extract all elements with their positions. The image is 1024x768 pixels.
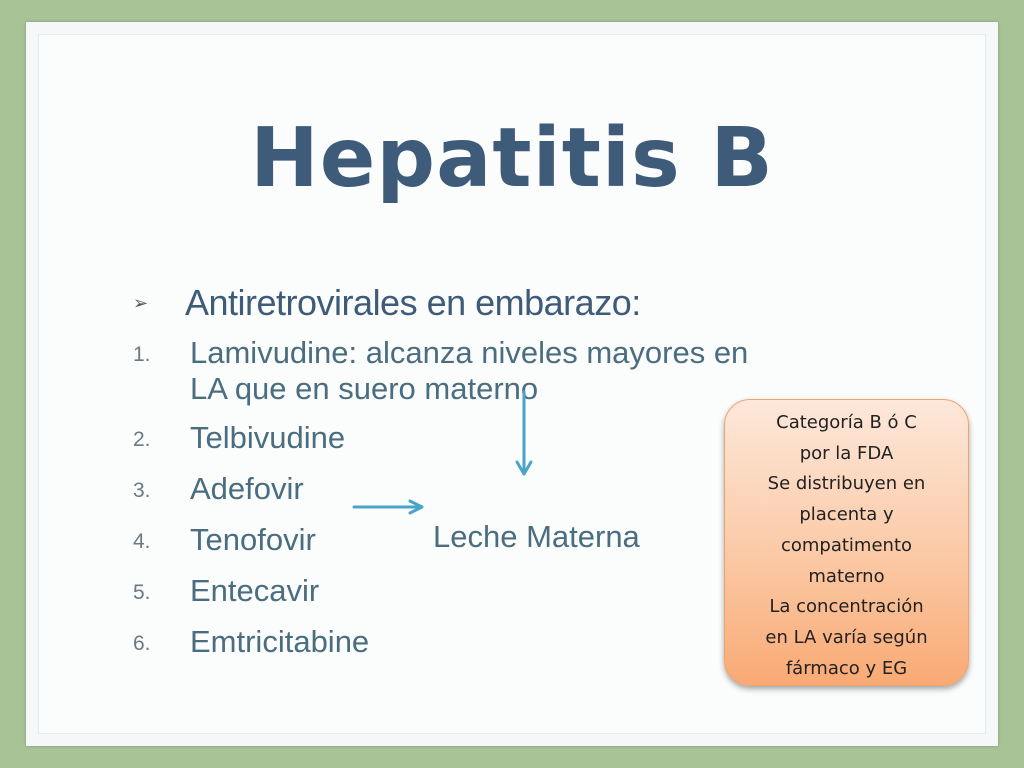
list-number: 3. — [133, 479, 151, 502]
list-number: 6. — [133, 632, 151, 655]
down-arrow-icon — [517, 392, 531, 474]
list-number: 4. — [133, 530, 151, 553]
callout-line: en LA varía según — [765, 626, 928, 648]
callout-line: La concentración — [769, 596, 924, 618]
list-item-text: Entecavir — [190, 573, 320, 608]
callout-line: por la FDA — [799, 442, 894, 464]
callout-line: fármaco y EG — [785, 657, 908, 679]
list-item-line: LA que en suero materno — [190, 371, 539, 406]
subheading-text: Antiretrovirales en embarazo: — [185, 282, 641, 323]
list-item-line: Lamivudine: alcanza niveles mayores en — [190, 335, 749, 370]
callout-line: Categoría B ó C — [776, 412, 917, 433]
list-number: 1. — [133, 343, 151, 366]
callout-line: compatimento — [780, 534, 913, 556]
callout-line: Se distribuyen en — [767, 473, 926, 495]
slide-title: Hepatitis B — [250, 111, 774, 206]
list-number: 5. — [133, 581, 151, 604]
arrowhead-bullet-icon: ➢ — [133, 292, 148, 313]
right-arrow-icon — [354, 501, 422, 513]
list-item-text: Emtricitabine — [190, 624, 370, 659]
list-item-text: Tenofovir — [190, 522, 316, 557]
callout-line: placenta y — [799, 504, 894, 526]
leche-materna-label: Leche Materna — [433, 519, 640, 554]
info-callout — [724, 399, 969, 686]
list-item-text: Adefovir — [190, 471, 304, 506]
callout-line: materno — [808, 565, 885, 587]
list-number: 2. — [133, 428, 151, 451]
list-item-text: Telbivudine — [190, 420, 346, 455]
